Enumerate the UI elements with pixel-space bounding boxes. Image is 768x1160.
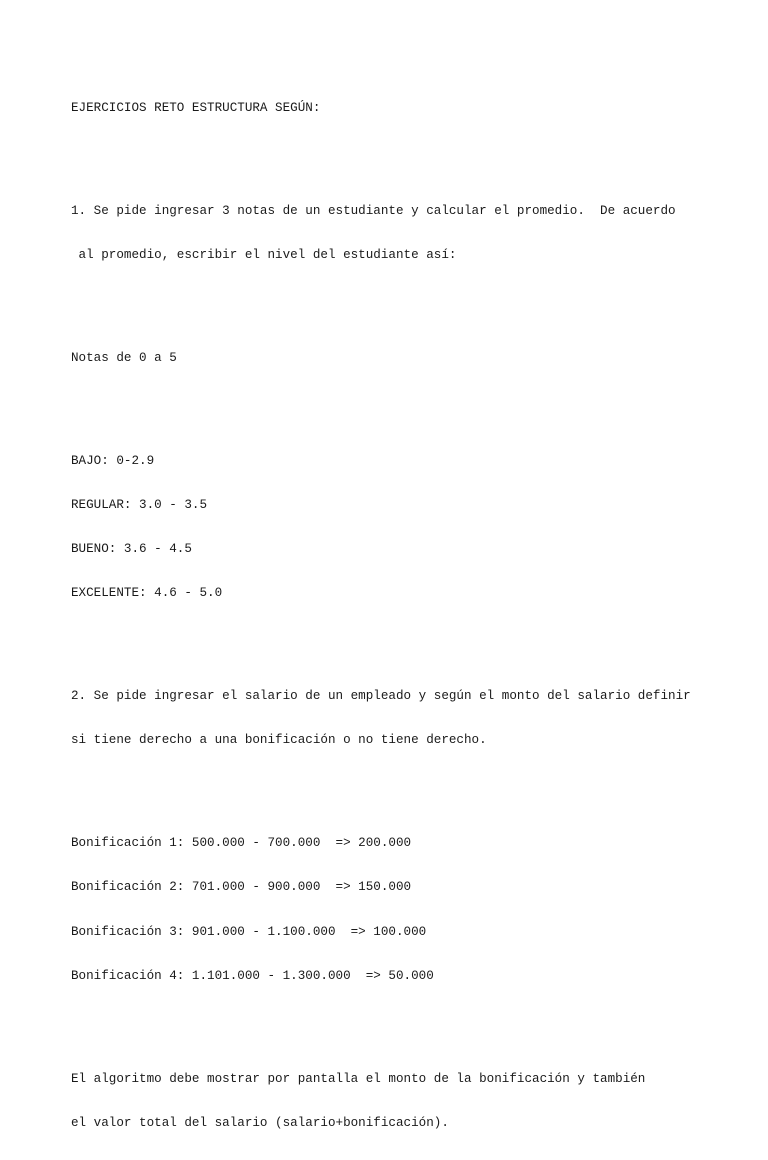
closing-line-1: El algoritmo debe mostrar por pantalla el monto de la bonificación y también	[71, 1071, 646, 1086]
grade-scale-note: Notas de 0 a 5	[71, 351, 177, 366]
exercise-1-statement-line-1: 1. Se pide ingresar 3 notas de un estudiante y calcular el promedio. De acuerdo	[71, 204, 676, 219]
level-bajo: BAJO: 0-2.9	[71, 454, 155, 469]
exercise-2-statement-line-2: si tiene derecho a una bonificación o no tiene derecho.	[71, 733, 487, 748]
bonus-4: Bonificación 4: 1.101.000 - 1.300.000 => 50.000	[71, 968, 434, 983]
exercise-2-statement-line-1: 2. Se pide ingresar el salario de un empleado y según el monto del salario definir	[71, 689, 691, 704]
blank-line	[71, 778, 691, 793]
closing-line-2: el valor total del salario (salario+bonificación).	[71, 1115, 449, 1130]
blank-line	[71, 395, 691, 410]
document-title: EJERCICIOS RETO ESTRUCTURA SEGÚN:	[71, 101, 321, 116]
blank-line	[71, 1013, 691, 1028]
level-regular: REGULAR: 3.0 - 3.5	[71, 498, 208, 513]
bonus-2: Bonificación 2: 701.000 - 900.000 => 150.000	[71, 880, 412, 895]
level-excelente: EXCELENTE: 4.6 - 5.0	[71, 586, 223, 601]
level-bueno: BUENO: 3.6 - 4.5	[71, 542, 192, 557]
bonus-3: Bonificación 3: 901.000 - 1.100.000 => 100.000	[71, 924, 427, 939]
document-body	[71, 72, 691, 1160]
blank-line	[71, 146, 691, 161]
bonus-1: Bonificación 1: 500.000 - 700.000 => 200.000	[71, 836, 412, 851]
blank-line	[71, 292, 691, 307]
exercise-1-statement-line-2: al promedio, escribir el nivel del estudiante así:	[71, 248, 457, 263]
blank-line	[71, 631, 691, 646]
